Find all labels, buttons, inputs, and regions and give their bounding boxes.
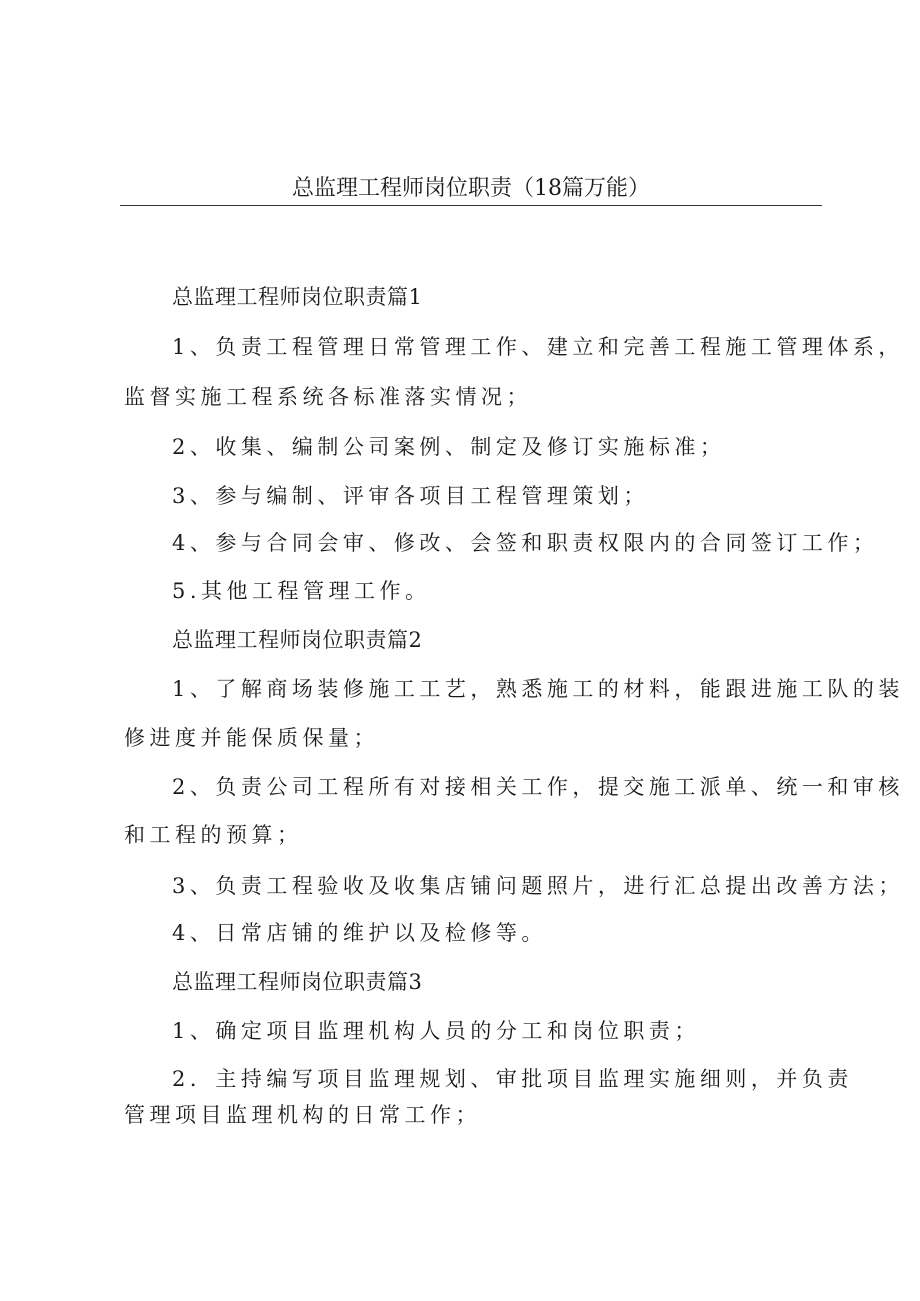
section-heading: 总监理工程师岗位职责篇1 [172, 285, 423, 309]
document-title: 总监理工程师岗位职责（18篇万能） [292, 176, 650, 201]
paragraph-line: 监督实施工程系统各标准落实情况； [124, 385, 532, 409]
paragraph-line: 管理项目监理机构的日常工作； [124, 1103, 481, 1127]
paragraph-line: 1、负责工程管理日常管理工作、建立和完善工程施工管理体系， [172, 335, 904, 359]
paragraph-line: 2．主持编写项目监理规划、审批项目监理实施细则，并负责 [172, 1067, 853, 1091]
paragraph-line: 4、日常店铺的维护以及检修等。 [172, 921, 547, 945]
paragraph-line: 3、负责工程验收及收集店铺问题照片，进行汇总提出改善方法； [172, 874, 904, 898]
paragraph-line: 5.其他工程管理工作。 [172, 579, 431, 603]
paragraph-line: 1、确定项目监理机构人员的分工和岗位职责； [172, 1019, 700, 1043]
section-heading: 总监理工程师岗位职责篇3 [172, 970, 423, 994]
paragraph-line: 2、收集、编制公司案例、制定及修订实施标准； [172, 435, 726, 459]
title-underline [120, 205, 822, 206]
paragraph-line: 3、参与编制、评审各项目工程管理策划； [172, 484, 649, 508]
paragraph-line: 修进度并能保质保量； [124, 726, 379, 750]
paragraph-line: 2、负责公司工程所有对接相关工作，提交施工派单、统一和审核 [172, 775, 904, 799]
paragraph-line: 4、参与合同会审、修改、会签和职责权限内的合同签订工作； [172, 531, 879, 555]
paragraph-line: 和工程的预算； [124, 823, 303, 847]
section-heading: 总监理工程师岗位职责篇2 [172, 628, 423, 652]
paragraph-line: 1、了解商场装修施工工艺，熟悉施工的材料，能跟进施工队的装 [172, 677, 904, 701]
